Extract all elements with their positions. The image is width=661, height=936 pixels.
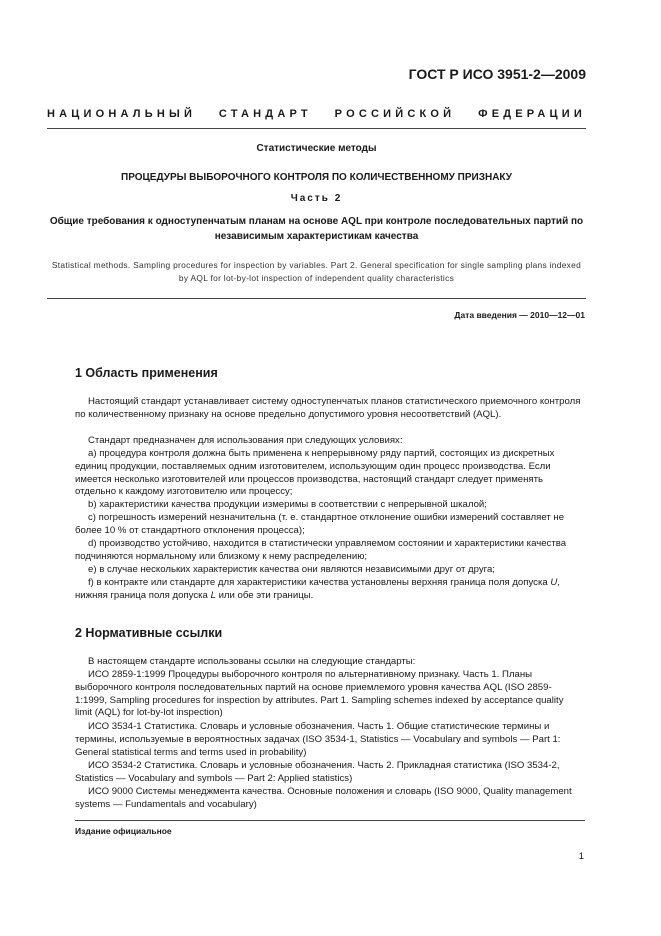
banner-word: РОССИЙСКОЙ xyxy=(334,108,456,120)
section-1-para xyxy=(75,577,583,603)
reference-iso-3534-1: ИСО 3534-1 Статистика. Словарь и условные обозначения. Часть 1. Общие статистические термины и термины, используемые в вероятностных задачах (ISO 3534-1, Statistics — Vocabulary and symbols — Part 1: General statistical terms and terms used in probability) xyxy=(75,721,561,758)
reference-iso-3534-2: ИСО 3534-2 Статистика. Словарь и условные обозначения. Часть 2. Прикладная статистика (ISO 3534-2, Statistics — Vocabulary and symbols — Part 2: Applied statistics) xyxy=(75,760,560,784)
main-title: ПРОЦЕДУРЫ ВЫБОРОЧНОГО КОНТРОЛЯ ПО КОЛИЧЕСТВЕННОМУ ПРИЗНАКУ xyxy=(121,172,512,183)
para-f-text: , нижняя граница поля допуска xyxy=(75,577,560,601)
national-standard-banner xyxy=(47,108,586,120)
section-1-para: а) процедура контроля должна быть применена к непрерывному ряду партий, состоящих из дискретных единиц продукции, поставляемых одним изготовителем, использующим один процесс производства. Если имеется несколько изготовителей или процессов производства, настоящий стандарт следует применять отдельно к каждому изготовителю или процессу; xyxy=(75,448,555,498)
banner-word: СТАНДАРТ xyxy=(218,108,312,120)
official-edition-label: Издание официальное xyxy=(75,826,172,836)
para-f-text: f) в контракте или стандарте для характеристики качества установлены верхняя граница поля допуска xyxy=(88,577,551,588)
section-2-para: В настоящем стандарте использованы ссылки на следующие стандарты: xyxy=(88,656,416,667)
banner-word: НАЦИОНАЛЬНЫЙ xyxy=(47,108,197,120)
divider-middle xyxy=(47,298,586,299)
reference-iso-9000: ИСО 9000 Системы менеджмента качества. Основные положения и словарь (ISO 9000, Quality management systems — Fundamentals and vocabulary) xyxy=(75,786,572,810)
section-1-para: e) в случае нескольких характеристик качества они являются независимыми друг от друга; xyxy=(88,564,495,575)
para-f-text: или обе эти границы. xyxy=(215,589,314,601)
banner-word: ФЕДЕРАЦИИ xyxy=(478,108,586,120)
standard-code: ГОСТ Р ИСО 3951-2—2009 xyxy=(408,66,586,82)
divider-top xyxy=(47,128,586,129)
section-1-para: d) производство устойчиво, находится в статистически управляемом состоянии и характеристики качества подчиняются нормальному или близкому к нему распределению; xyxy=(75,538,567,562)
upper-limit-symbol: U xyxy=(550,577,558,588)
part-title: Часть 2 xyxy=(290,193,343,204)
section-1-para: c) погрешность измерений незначительна (т. е. стандартное отклонение ошибки измерений составляет не более 10 % от стандартного отклонения процесса); xyxy=(75,512,565,536)
lower-limit-symbol: L xyxy=(210,589,216,601)
reference-iso-2859-1: ИСО 2859-1:1999 Процедуры выборочного контроля по альтернативному признаку. Часть 1. Планы выборочного контроля последовательных партий на основе приемлемого уровня качества AQL (ISO 2859-1:1999, Sampling procedures for inspection by attributes. Part 1. Sampling schemes indexed by acceptance quality limit (AQL) for lot-by-lot inspection) xyxy=(75,669,564,719)
section-1-heading: 1 Область применения xyxy=(75,366,218,380)
section-1-para: Стандарт предназначен для использования при следующих условиях: xyxy=(88,435,403,446)
section-1-para: Настоящий стандарт устанавливает систему одноступенчатых планов статистического приемочного контроля по количественному признаку на основе предельно допустимого уровня несоответствий (AQL). xyxy=(75,396,581,420)
category-title: Статистические методы xyxy=(256,143,377,154)
section-1-para: b) характеристики качества продукции измеримы в соответствии с непрерывной шкалой; xyxy=(88,499,487,510)
introduction-date: Дата введения — 2010—12—01 xyxy=(454,310,585,320)
section-2-heading: 2 Нормативные ссылки xyxy=(75,626,223,640)
english-title: Statistical methods. Sampling procedures for inspection by variables. Part 2. General specification for single sampling plans indexed by AQL for lot-by-lot inspection of independent quality characteristics xyxy=(51,260,582,283)
divider-bottom xyxy=(75,820,585,821)
subtitle: Общие требования к одноступенчатым планам на основе AQL при контроле последовательных партий по независимым характеристикам качества xyxy=(49,216,584,242)
page-number: 1 xyxy=(578,851,584,862)
